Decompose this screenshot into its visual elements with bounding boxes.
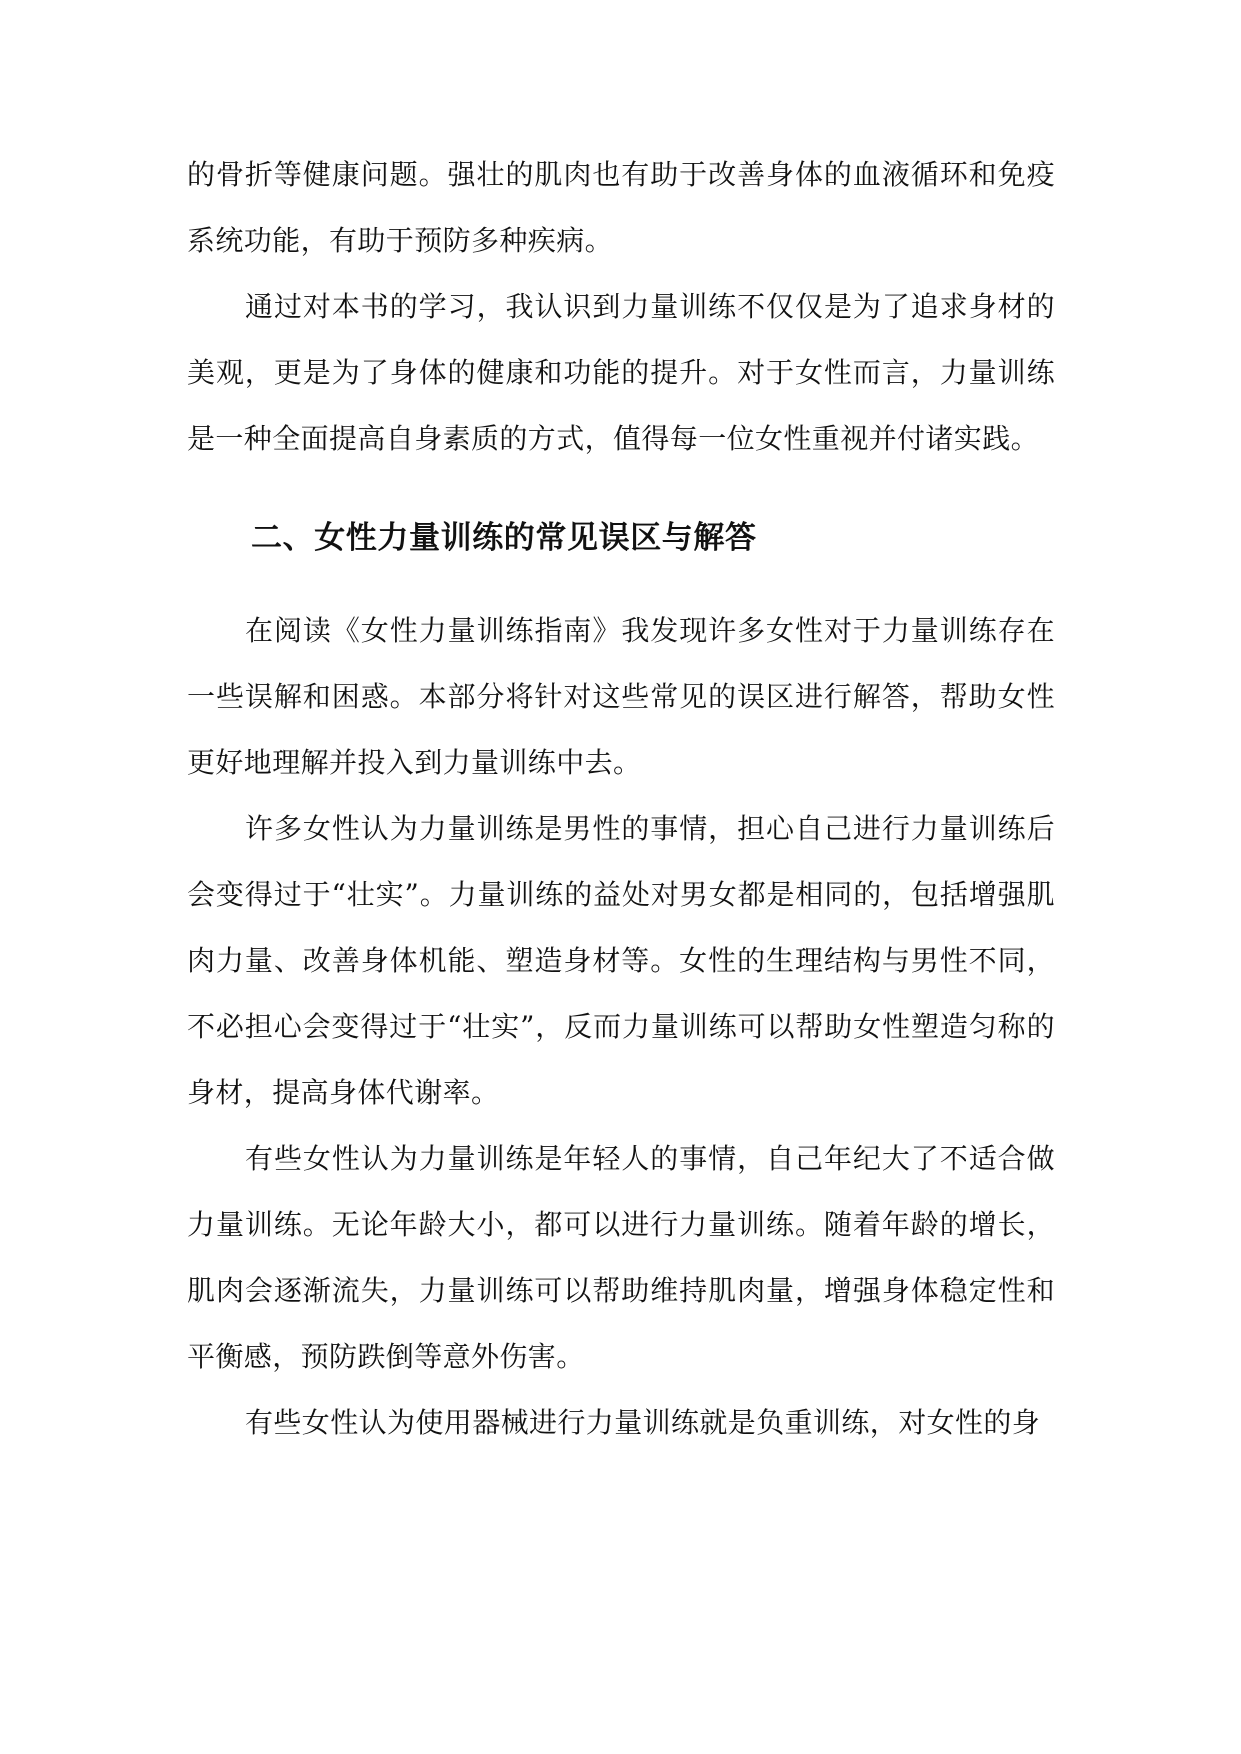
paragraph-study-summary: 通过对本书的学习，我认识到力量训练不仅仅是为了追求身材的美观，更是为了身体的健康和功能的提升。对于女性而言，力量训练是一种全面提高自身素质的方式，值得每一位女性重视并付诸实践。	[187, 290, 1055, 455]
paragraph-myth-equipment: 有些女性认为使用器械进行力量训练就是负重训练，对女性的身	[245, 1406, 1041, 1439]
paragraph-myth-male: 许多女性认为力量训练是男性的事情，担心自己进行力量训练后会变得过于“壮实”。力量训练的益处对男女都是相同的，包括增强肌肉力量、改善身体机能、塑造身材等。女性的生理结构与男性不同，不必担心会变得过于“壮实”，反而力量训练可以帮助女性塑造匀称的身材，提高身体代谢率。	[187, 812, 1055, 1109]
paragraph-intro: 在阅读《女性力量训练指南》我发现许多女性对于力量训练存在一些误解和困惑。本部分将针对这些常见的误区进行解答，帮助女性更好地理解并投入到力量训练中去。	[187, 614, 1055, 779]
section-heading: 二、女性力量训练的常见误区与解答	[251, 520, 757, 556]
paragraph-continued: 的骨折等健康问题。强壮的肌肉也有助于改善身体的血液循环和免疫系统功能，有助于预防多种疾病。	[187, 158, 1055, 257]
document-body	[187, 142, 1055, 1456]
paragraph-myth-age: 有些女性认为力量训练是年轻人的事情，自己年纪大了不适合做力量训练。无论年龄大小，都可以进行力量训练。随着年龄的增长，肌肉会逐渐流失，力量训练可以帮助维持肌肉量，增强身体稳定性和平衡感，预防跌倒等意外伤害。	[187, 1142, 1055, 1373]
